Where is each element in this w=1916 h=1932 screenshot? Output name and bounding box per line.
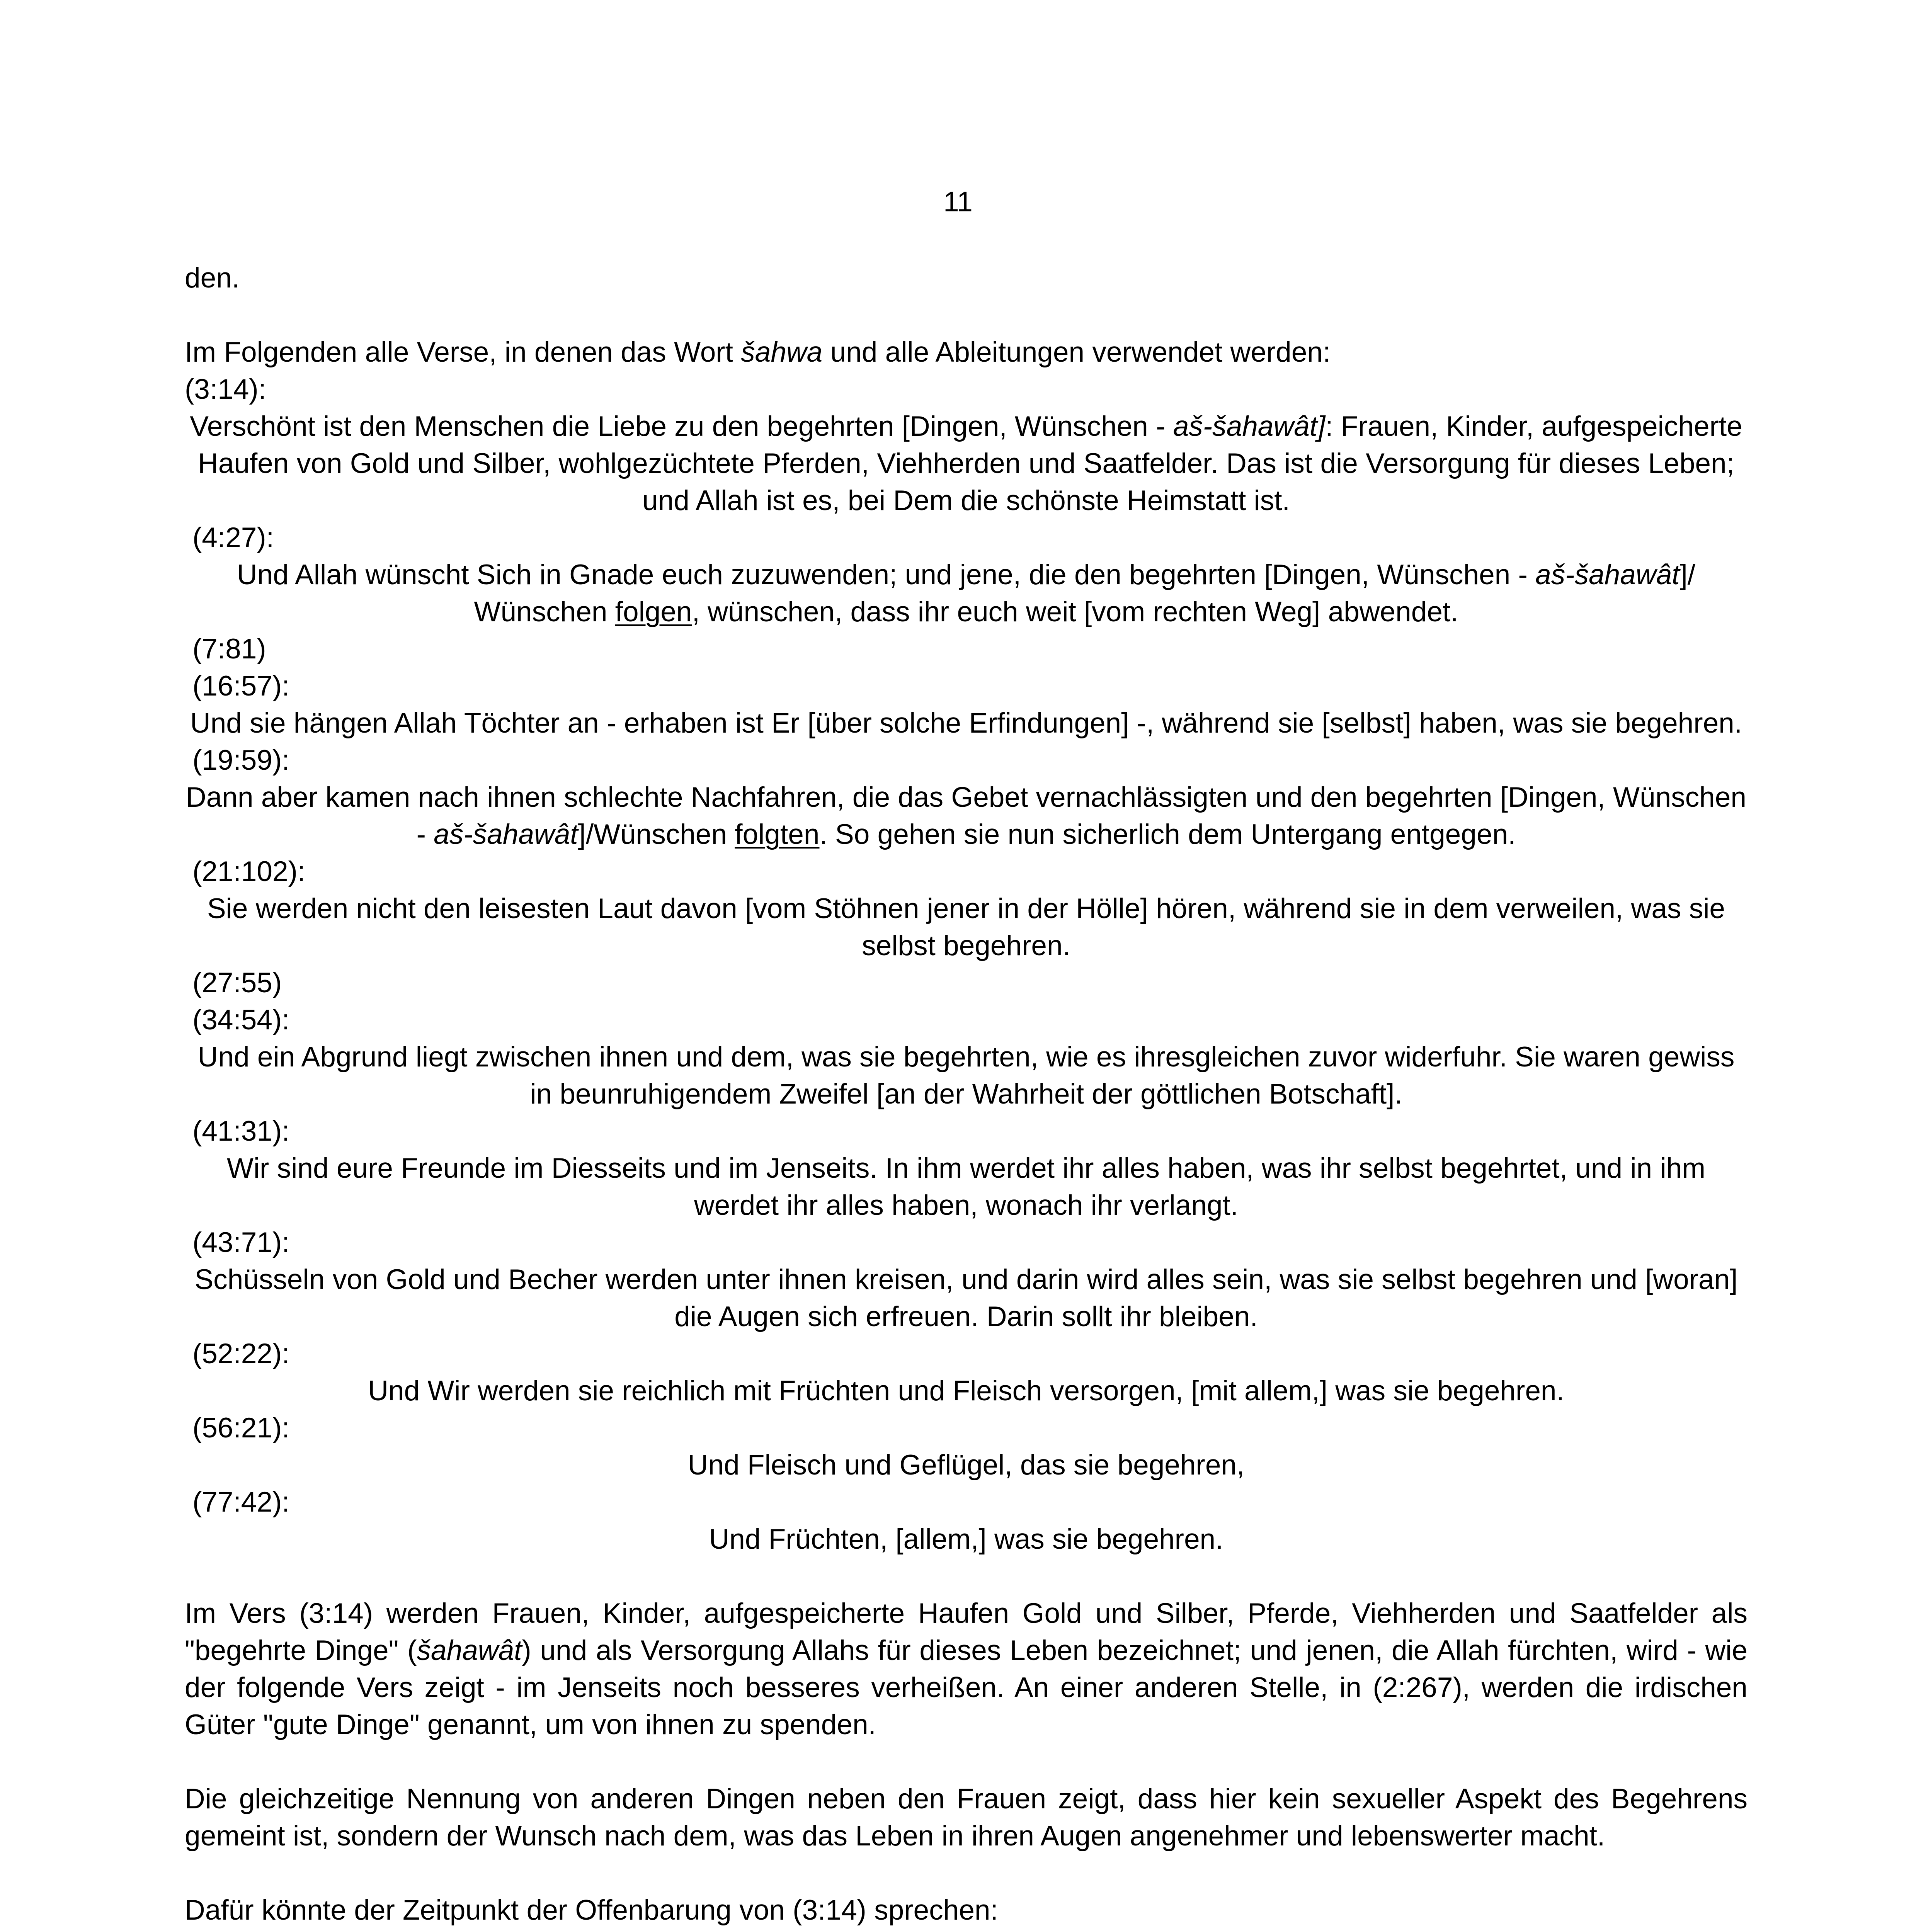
verse-text: Schüsseln von Gold und Becher werden unter ihnen kreisen, und darin wird alles sein, was sie selbst begehren und [woran] die Augen sich erfreuen. Darin sollt ihr bleiben. — [194, 1264, 1738, 1332]
verse-text: Und Wir werden sie reichlich mit Früchten und Fleisch versorgen, [mit allem,] was sie begehren. — [368, 1375, 1564, 1406]
verse-ref: (52:22): — [192, 1338, 290, 1369]
verse-ref: (4:27): — [192, 522, 274, 553]
verse-text: Und Früchten, [allem,] was sie begehren. — [709, 1524, 1223, 1555]
body-line: Dafür könnte der Zeitpunkt der Offenbarung von (3:14) sprechen: — [185, 1895, 998, 1926]
verse-ref: (27:55) — [192, 967, 282, 998]
intro-line: Im Folgenden alle Verse, in denen das Wort šahwa und alle Ableitungen verwendet werden: — [185, 337, 1331, 368]
page-number: 11 — [943, 186, 973, 218]
verse-ref: (56:21): — [192, 1412, 290, 1444]
verse-ref: (3:14): — [185, 374, 266, 405]
body-paragraph: Im Vers (3:14) werden Frauen, Kinder, aufgespeicherte Haufen Gold und Silber, Pferde, Viehherden und Saatfelder als "begehrte Dinge" (šahawât) und als Versorgung Allahs für dieses Leben bezeichnet; und jenen, die Allah fürchten, wird - wie der folgende Vers zeigt - im Jenseits noch besseres verheißen. An einer anderen Stelle, in (2:267), werden die irdischen Güter "gute Dinge" genannt, um von ihnen zu spenden. — [185, 1598, 1748, 1740]
verse-ref: (19:59): — [192, 745, 290, 776]
verse-ref: (16:57): — [192, 670, 290, 702]
lead-fragment: den. — [185, 262, 240, 294]
verse-text: Sie werden nicht den leisesten Laut davon [vom Stöhnen jener in der Hölle] hören, während sie in dem verweilen, was sie selbst begehren. — [207, 893, 1725, 961]
verse-text: Wir sind eure Freunde im Diesseits und im Jenseits. In ihm werdet ihr alles haben, was ihr selbst begehrtet, und in ihm werdet ihr alles haben, wonach ihr verlangt. — [226, 1153, 1706, 1221]
verse-ref: (7:81) — [192, 633, 266, 665]
verse-ref: (21:102): — [192, 856, 306, 887]
verse-ref: (43:71): — [192, 1227, 290, 1258]
verse-text: Und Allah wünscht Sich in Gnade euch zuzuwenden; und jene, die den begehrten [Dingen, Wünschen - aš-šahawât]/ Wünschen folgen, wünschen, dass ihr euch weit [vom rechten Weg] abwendet. — [237, 559, 1696, 628]
verse-text: Und Fleisch und Geflügel, das sie begehren, — [687, 1449, 1245, 1481]
verse-text: Und ein Abgrund liegt zwischen ihnen und dem, was sie begehrten, wie es ihresgleichen zuvor widerfuhr. Sie waren gewiss in beunruhigendem Zweifel [an der Wahrheit der göttlichen Botschaft]. — [197, 1041, 1735, 1110]
verse-text: Verschönt ist den Menschen die Liebe zu den begehrten [Dingen, Wünschen - aš-šahawât]: Frauen, Kinder, aufgespeicherte Haufen von Gold und Silber, wohlgezüchtete Pferden, Viehherden und Saatfelder. Das ist die Versorgung für dieses Leben; und Allah ist es, bei Dem die schönste Heimstatt ist. — [190, 411, 1742, 516]
verse-ref: (34:54): — [192, 1004, 290, 1036]
verse-ref: (41:31): — [192, 1116, 290, 1147]
page-content — [185, 260, 1748, 1932]
verse-text: Dann aber kamen nach ihnen schlechte Nachfahren, die das Gebet vernachlässigten und den begehrten [Dingen, Wünschen - aš-šahawât]/Wünschen folgten. So gehen sie nun sicherlich dem Untergang entgegen. — [186, 782, 1746, 850]
body-paragraph: Die gleichzeitige Nennung von anderen Dingen neben den Frauen zeigt, dass hier kein sexueller Aspekt des Begehrens gemeint ist, sondern der Wunsch nach dem, was das Leben in ihren Augen angenehmer und lebenswerter macht. — [185, 1783, 1748, 1852]
body-line — [185, 1929, 1748, 1932]
verse-ref: (77:42): — [192, 1486, 290, 1518]
verse-text: Und sie hängen Allah Töchter an - erhaben ist Er [über solche Erfindungen] -, während sie [selbst] haben, was sie begehren. — [190, 707, 1742, 739]
